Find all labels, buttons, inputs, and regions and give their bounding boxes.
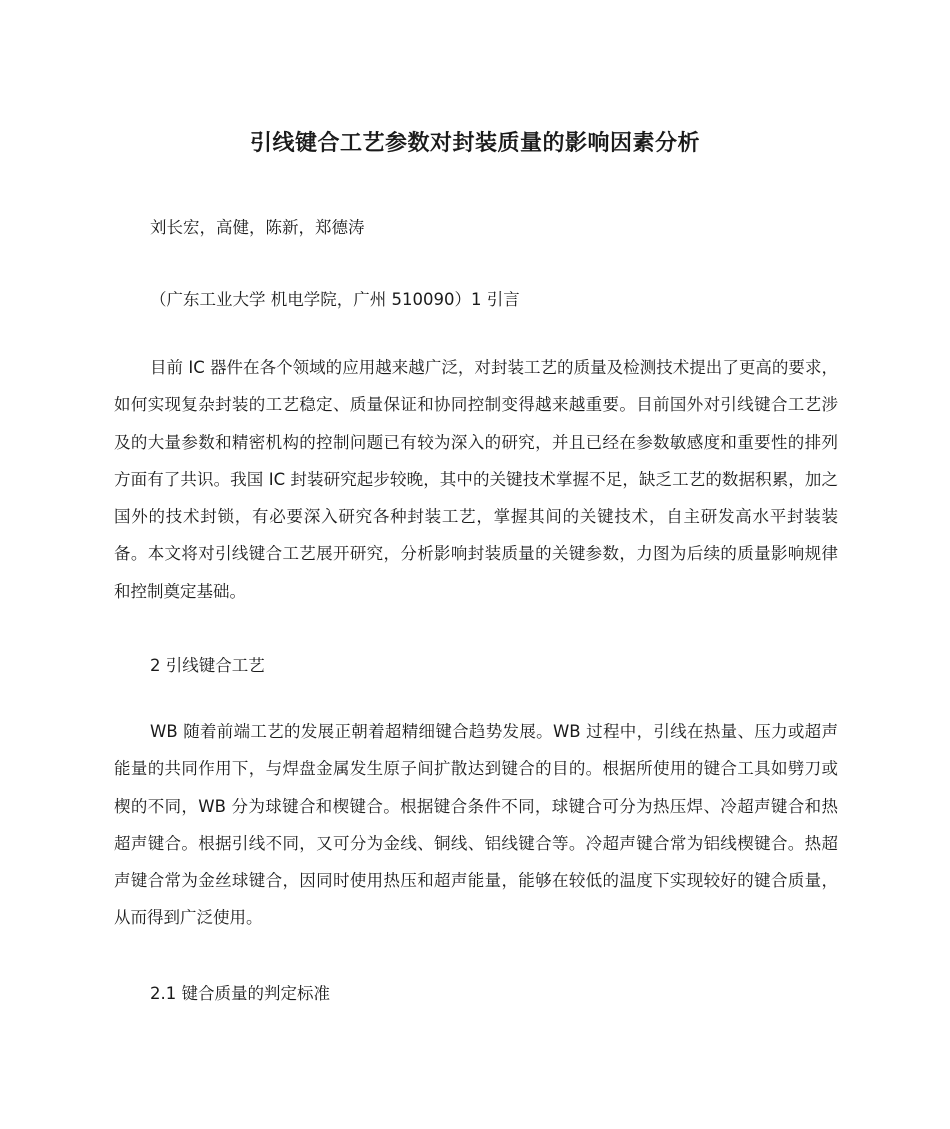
section-2-paragraph: WB 随着前端工艺的发展正朝着超精细键合趋势发展。WB 过程中，引线在热量、压力或超声能量的共同作用下，与焊盘金属发生原子间扩散达到键合的目的。根据所使用的键合工具如劈刀或楔的不同，WB 分为球键合和楔键合。根据键合条件不同，球键合可分为热压焊、冷超声键合和热超声键合。根据引线不同，又可分为金线、铜线、铝线键合等。冷超声键合常为铝线楔键合。热超声键合常为金丝球键合，因同时使用热压和超声能量，能够在较低的温度下实现较好的键合质量，从而得到广泛使用。 [114, 722, 838, 928]
affiliation-line: （广东工业大学 机电学院，广州 510090）1 引言 [150, 290, 520, 309]
author-list: 刘长宏，高健，陈新，郑德涛 [150, 218, 365, 237]
section-2-1-heading: 2.1 键合质量的判定标准 [150, 984, 330, 1003]
document-title: 引线键合工艺参数对封装质量的影响因素分析 [249, 131, 700, 156]
section-2-heading: 2 引线键合工艺 [150, 656, 265, 675]
intro-paragraph: 目前 IC 器件在各个领域的应用越来越广泛，对封装工艺的质量及检测技术提出了更高的要求，如何实现复杂封装的工艺稳定、质量保证和协同控制变得越来越重要。目前国外对引线键合工艺涉及的大量参数和精密机构的控制问题已有较为深入的研究，并且已经在参数敏感度和重要性的排列方面有了共识。我国 IC 封装研究起步较晚，其中的关键技术掌握不足，缺乏工艺的数据积累，加之国外的技术封锁，有必要深入研究各种封装工艺，掌握其间的关键技术，自主研发高水平封装装备。本文将对引线键合工艺展开研究，分析影响封装质量的关键参数，力图为后续的质量影响规律和控制奠定基础。 [114, 358, 838, 601]
